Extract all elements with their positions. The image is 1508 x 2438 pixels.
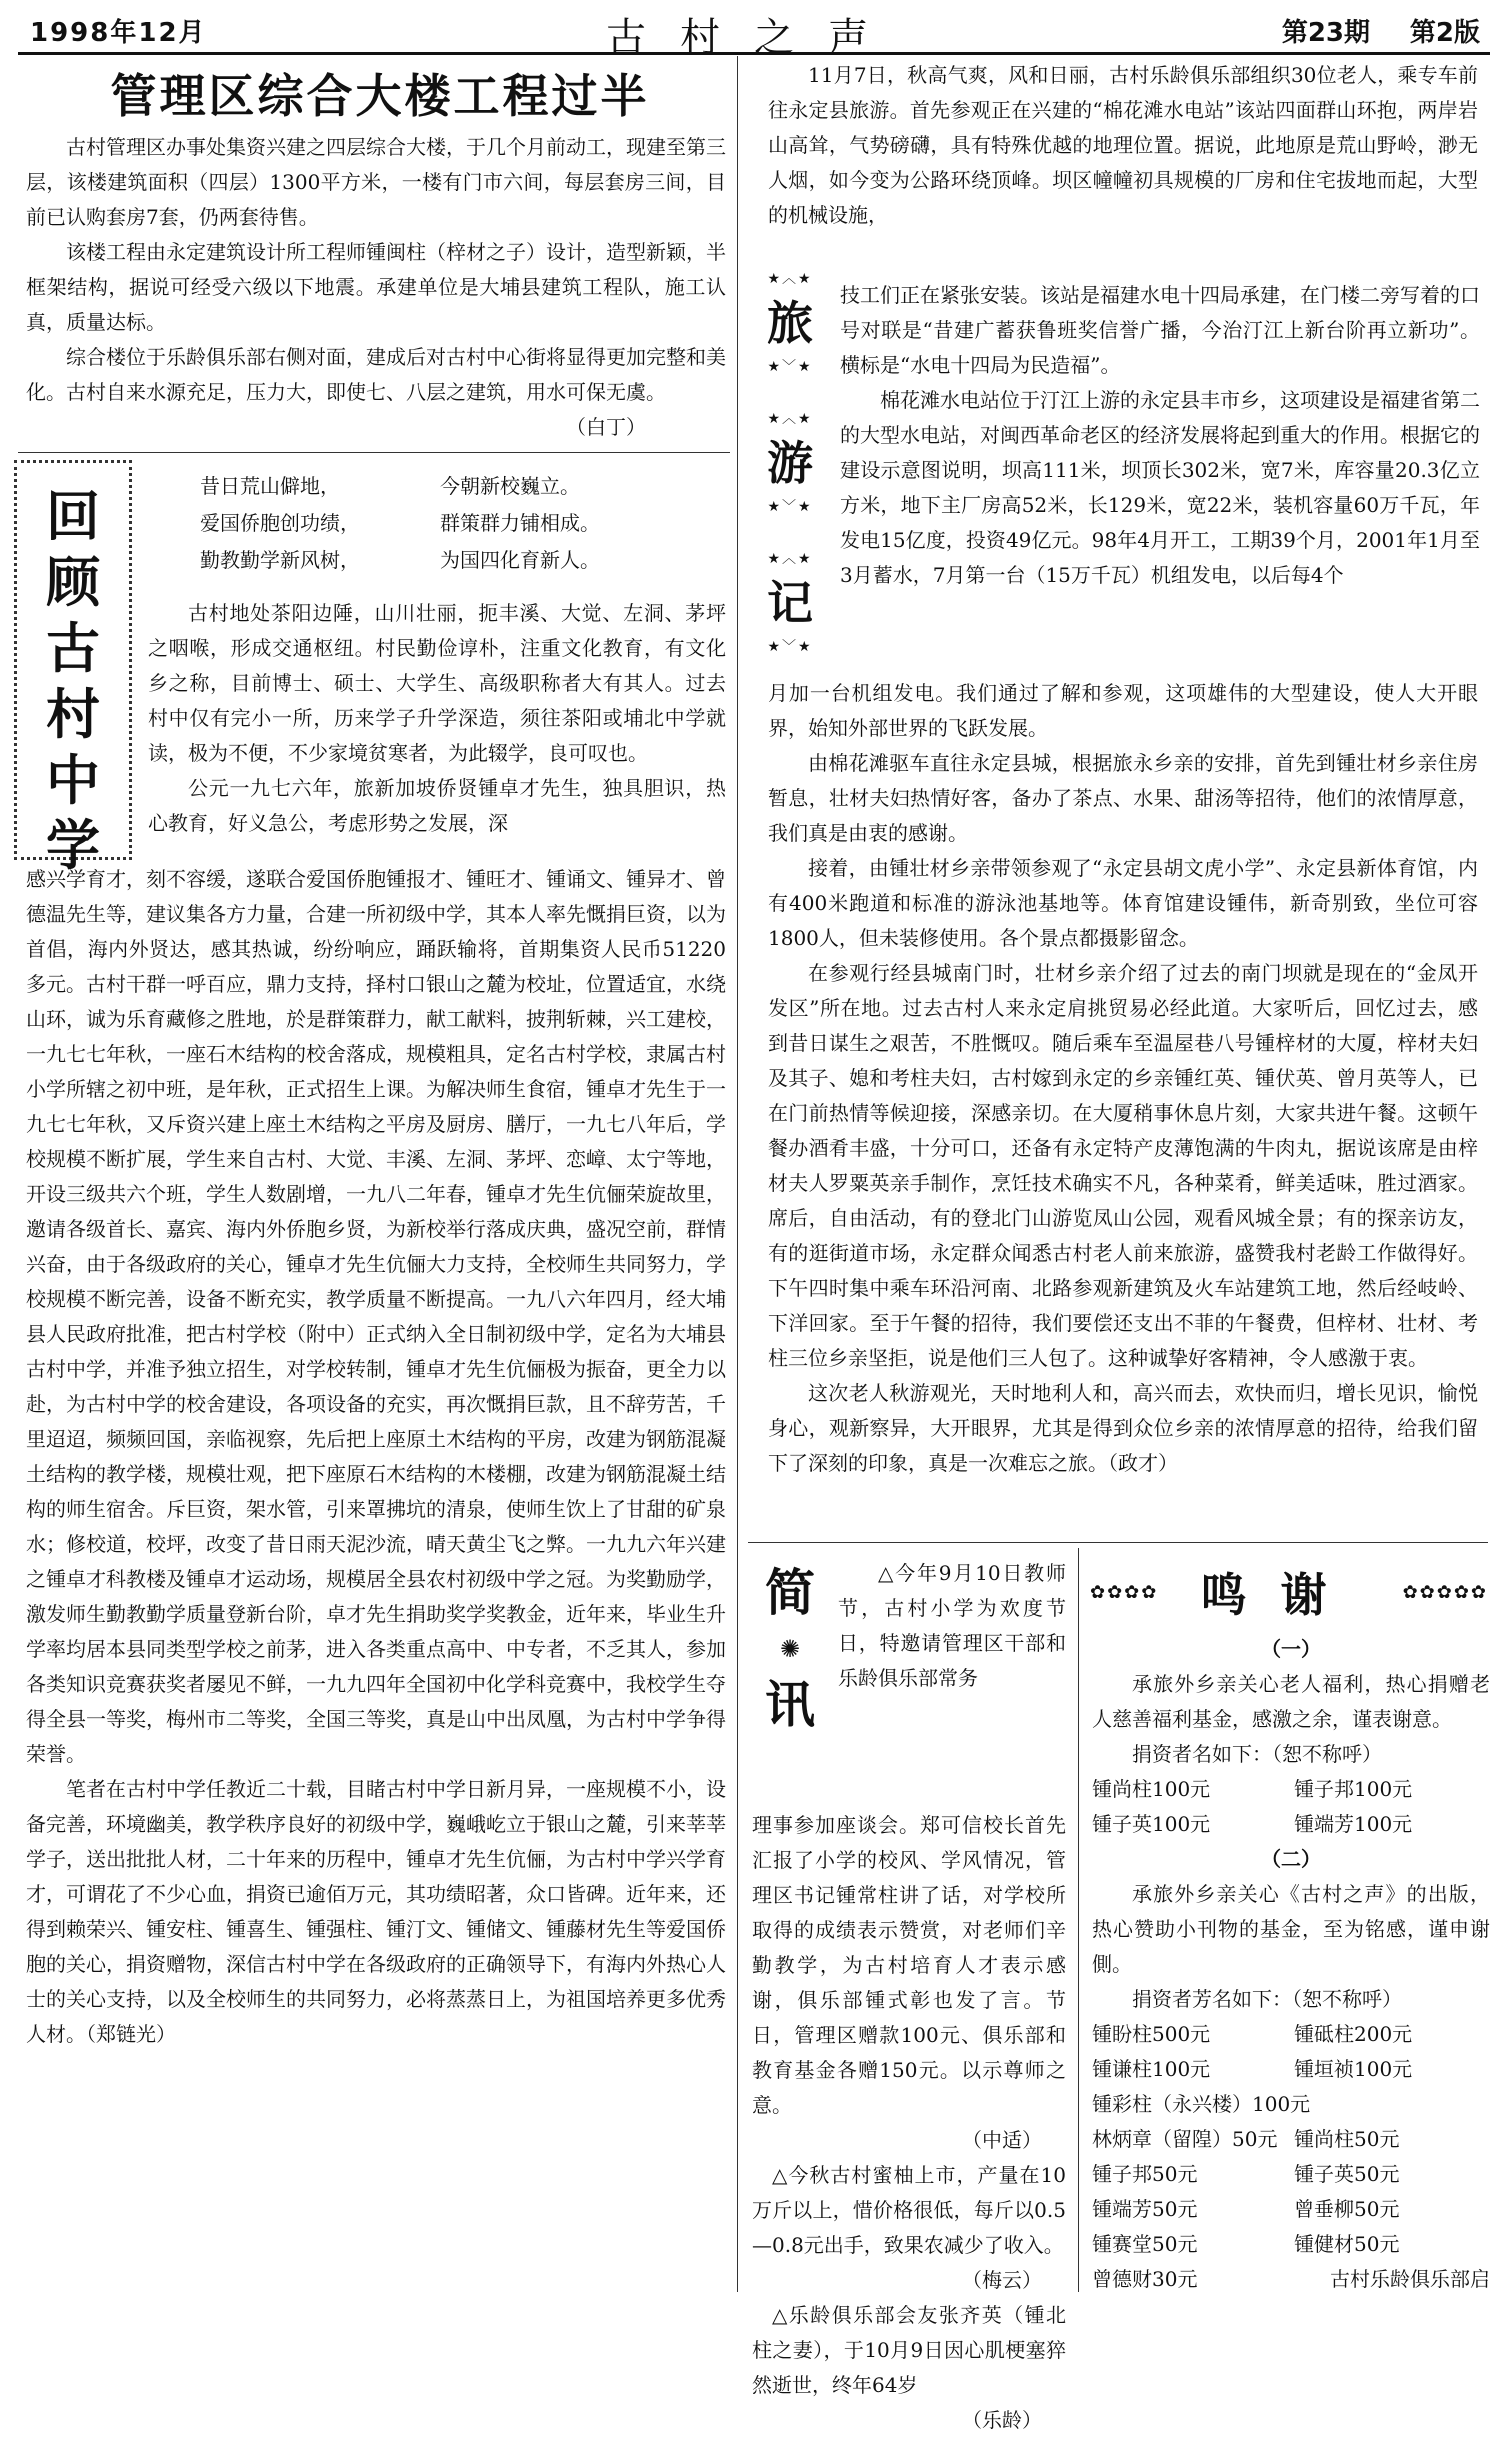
- flower-ornament-icon: ✿✿✿✿✿: [1402, 1581, 1488, 1603]
- donor: 锺子英50元: [1294, 2162, 1400, 2186]
- donor: 曾德财30元: [1092, 2267, 1198, 2291]
- donor: 锺端芳100元: [1294, 1812, 1413, 1836]
- author: （政才）: [1108, 1451, 1178, 1475]
- donor: 锺彩柱（永兴楼）100元: [1092, 2092, 1311, 2116]
- donor: 锺谦柱100元: [1092, 2057, 1211, 2081]
- article-building-body: [26, 130, 726, 445]
- paragraph: 11月7日，秋高气爽，风和日丽，古村乐龄俱乐部组织30位老人，乘专车前往永定县旅游。首先参观正在兴建的“棉花滩水电站”该站四面群山环抱，两岸岩山高耸，气势磅礴，具有特殊优越的地理位置。据说，此地原是荒山野岭，渺无人烟，如今变为公路环绕顶峰。坝区幢幢初具规模的厂房和住宅拔地而起，大型的机械设施，: [768, 63, 1478, 227]
- signer: 古村乐龄俱乐部启: [1330, 2267, 1490, 2291]
- section-divider: [748, 1542, 1488, 1543]
- poem-verse: 今朝新校巍立。: [440, 474, 580, 498]
- paragraph-text: 笔者在古村中学任教近二十载，目睹古村中学日新月异，一座规模不小，设备完善，环境幽美，教学秩序良好的初级中学，巍峨屹立于银山之麓，引来莘莘学子，送出批批人材，二十年来的历程中，锺卓才先生伉俪，为古村中学兴学育才，可谓花了不少心血，捐资已逾佰万元，其功绩昭著，众口皆碑。近年来，还得到赖荣兴、锺安柱、锺喜生、锺强柱、锺汀文、锺储文、锺藤材先生等爱国侨胞的关心，捐资赠物，深信古村中学在各级政府的正确领导下，有海内外热心人士的关心支持，以及全校师生的共同努力，必将蒸蒸日上，为祖国培养更多优秀人材。: [26, 1777, 726, 2046]
- donor: 锺砥柱200元: [1294, 2022, 1413, 2046]
- poem-verse: 群策群力铺相成。: [440, 511, 600, 535]
- poem-verse: 勤教勤学新风树，: [200, 548, 360, 572]
- section-label: （二）: [1261, 1847, 1321, 1871]
- travel-label: [752, 410, 828, 528]
- paragraph: 承旅外乡亲关心老人福利，热心捐赠老人慈善福利基金，感激之余，谨表谢意。: [1092, 1672, 1490, 1731]
- paragraph: 棉花滩水电站位于汀江上游的永定县丰市乡，这项建设是福建省第二的大型水电站，对闽西革命老区的经济发展将起到重大的作用。根据它的建设示意图说明，坝高111米，坝顶长302米，宽7米，库容量20.3亿立方米，地下主厂房高52米，长129米，宽22米，装机容量60万千瓦，年发电15亿度，投资49亿元。98年4月开工，工期39个月，2001年1月至3月蓄水，7月第一台（15万千瓦）机组发电，以后每4个: [840, 388, 1480, 587]
- paragraph: 该楼工程由永定建筑设计所工程师锺闽柱（梓材之子）设计，造型新颖，半框架结构，据说可经受六级以下地震。承建单位是大埔县建筑工程队，施工认真，质量达标。: [26, 240, 726, 334]
- author: （郑链光）: [86, 2022, 176, 2046]
- issue-number: 第23期: [1281, 18, 1370, 48]
- news-item: △乐龄俱乐部会友张齐英（锺北柱之妻），于10月9日因心肌梗塞猝然逝世，终年64岁: [752, 2303, 1066, 2397]
- issue-date: 1998年12月: [30, 18, 207, 48]
- paragraph: 接着，由锺壮材乡亲带领参观了“永定县胡文虎小学”、永定县新体育馆，内有400米跑道和标准的游泳池基地等。体育馆建设锺伟，新奇别致，坐位可容1800人，但未装修使用。各个景点都摄影留念。: [768, 856, 1478, 950]
- article-building-title: 管理区综合大楼工程过半: [110, 69, 650, 123]
- travel-body-top: [768, 58, 1478, 233]
- column-divider: [1078, 1548, 1079, 2292]
- brief-news-body-narrow: [838, 1556, 1066, 1696]
- ornament-icon: ✺: [779, 1635, 801, 1663]
- thanks-body: [1092, 1632, 1490, 2297]
- brief-news-body: [752, 1808, 1066, 2438]
- travel-heading: [752, 270, 828, 674]
- donor: 锺子邦100元: [1294, 1777, 1413, 1801]
- travel-label-char: 记: [767, 576, 813, 630]
- star-ornament: ★︿★: [767, 271, 813, 287]
- author: （梅云）: [962, 2268, 1042, 2292]
- article-school-title: 回顾古村中学: [46, 485, 100, 878]
- news-item: 理事参加座谈会。郑可信校长首先汇报了小学的校风、学风情况，管理区书记锺常柱讲了话，对学校所取得的成绩表示赞赏，对老师们辛勤教学，为古村培育人才表示感谢，俱乐部锺式彰也发了言。节日，管理区赠款100元、俱乐部和教育基金各赠150元。以示尊师之意。: [752, 1813, 1066, 2117]
- flower-ornament-icon: ✿✿✿✿: [1090, 1581, 1159, 1603]
- paragraph: 月加一台机组发电。我们通过了解和参观，这项雄伟的大型建设，使人大开眼界，始知外部世界的飞跃发展。: [768, 681, 1478, 740]
- author: （白丁）: [566, 415, 646, 439]
- donor: 曾垂柳50元: [1294, 2197, 1400, 2221]
- travel-label: [752, 270, 828, 388]
- article-school-heading-box: [14, 460, 132, 878]
- donor-list: [1092, 1772, 1490, 1842]
- paragraph: 感兴学育才，刻不容缓，遂联合爱国侨胞锺报才、锺旺才、锺诵文、锺异才、曾德温先生等，建议集各方力量，合建一所初级中学，其本人率先慨捐巨资，以为首倡，海内外贤达，感其热诚，纷纷响应，踊跃输将，首期集资人民币51220多元。古村干群一呼百应，鼎力支持，择村口银山之麓为校址，位置适宜，水绕山环，诚为乐育藏修之胜地，於是群策群力，献工献料，披荆斩棘，兴工建校，一九七七年秋，一座石木结构的校舍落成，规模粗具，定名古村学校，隶属古村小学所辖之初中班，是年秋，正式招生上课。为解决师生食宿，锺卓才先生于一九七七年秋，又斥资兴建上座土木结构之平房及厨房、膳厅，一九七八年后，学校规模不断扩展，学生来自古村、大觉、丰溪、左洞、茅坪、恋嶂、太宁等地，开设三级共六个班，学生人数剧增，一九八二年春，锺卓才先生伉俪荣旋故里，邀请各级首长、嘉宾、海内外侨胞乡贤，为新校举行落成庆典，盛况空前，群情兴奋，由于各级政府的关心，锺卓才先生伉俪大力支持，全校师生共同努力，学校规模不断完善，设备不断充实，教学质量不断提高。一九八六年四月，经大埔县人民政府批准，把古村学校（附中）正式纳入全日制初级中学，定名为大埔县古村中学，并准予独立招生，对学校转制，锺卓才先生伉俪极为振奋，更全力以赴，为古村中学的校舍建设，各项设备的充实，再次慨捐巨款，且不辞劳苦，千里迢迢，频频回国，亲临视察，先后把上座原土木结构的平房，改建为钢筋混凝土结构的教学楼，规模壮观，把下座原石木结构的木楼棚，改建为钢筋混凝土结构的师生宿舍。斥巨资，架水管，引来罩拂坑的清泉，使师生饮上了甘甜的矿泉水；修校道，校坪，改变了昔日雨天泥沙流，晴天黄尘飞之弊。一九九六年兴建之锺卓才科教楼及锺卓才运动场，规模居全县农村初级中学之冠。为奖勤励学，激发师生勤教勤学质量登新台阶，卓才先生捐助奖学奖教金，近年来，毕业生升学率均居本县同类型学校之前茅，进入各类重点高中、中专者，不乏其人，参加各类知识竞赛获奖者屡见不鲜，一九九四年全国初中化学科竞赛中，我校学生夺得全县一等奖，梅州市二等奖，全国三等奖，真是山中出凤凰，为古村中学争得荣誉。: [26, 867, 726, 1766]
- poem-line: [200, 505, 720, 542]
- paragraph: [768, 1376, 1478, 1481]
- donor-heading: 捐资者名如下：（恕不称呼）: [1132, 1742, 1382, 1766]
- masthead: [18, 6, 1490, 61]
- brief-label-char: 简: [765, 1564, 815, 1622]
- poem-line: [200, 542, 720, 579]
- paragraph: 技工们正在紧张安装。该站是福建水电十四局承建，在门楼二旁写着的口号对联是“昔建广蓄获鲁班奖信誉广播，今治汀江上新台阶再立新功”。横标是“水电十四局为民造福”。: [840, 283, 1480, 377]
- star-ornament: ★﹀★: [767, 359, 813, 375]
- paragraph: 公元一九七六年，旅新加坡侨贤锺卓才先生，独具胆识，热心教育，好义急公，考虑形势之发展，深: [148, 776, 726, 835]
- star-ornament: ★︿★: [767, 411, 813, 427]
- donor: 锺健材50元: [1294, 2232, 1400, 2256]
- brief-news-heading: [752, 1552, 828, 1784]
- donor: 锺垣祯100元: [1294, 2057, 1413, 2081]
- donor: 锺子邦50元: [1092, 2162, 1198, 2186]
- donor: 锺端芳50元: [1092, 2197, 1198, 2221]
- article-school-body: [26, 862, 726, 2052]
- thanks-heading: [1090, 1562, 1488, 1622]
- paragraph: 承旅外乡亲关心《古村之声》的出版，热心赞助小刊物的基金，至为铭感，谨申谢側。: [1092, 1882, 1490, 1976]
- author: （中适）: [962, 2128, 1042, 2152]
- section-label: （一）: [1261, 1637, 1321, 1661]
- travel-label-char: 旅: [767, 296, 813, 350]
- paragraph: 古村地处茶阳边陲，山川壮丽，扼丰溪、大觉、左洞、茅坪之咽喉，形成交通枢纽。村民勤俭谆朴，注重文化教育，有文化乡之称，目前博士、硕士、大学生、高级职称者大有其人。过去村中仅有完小一所，历来学子升学深造，须往茶阳或埔北中学就读，极为不便，不少家境贫寒者，为此辍学，良可叹也。: [148, 601, 726, 765]
- travel-label: [752, 550, 828, 668]
- donor: 锺尚柱100元: [1092, 1777, 1211, 1801]
- poem-verse: 昔日荒山僻地，: [200, 474, 340, 498]
- poem: [200, 468, 720, 579]
- news-item: △今年9月10日教师节，古村小学为欢度节日，特邀请管理区干部和乐龄俱乐部常务: [838, 1561, 1066, 1690]
- travel-label-char: 游: [767, 436, 813, 490]
- star-ornament: ★︿★: [767, 551, 813, 567]
- section-divider: [18, 452, 730, 453]
- newspaper-name: 古村之声: [606, 15, 902, 61]
- star-ornament: ★﹀★: [767, 639, 813, 655]
- news-item: △今秋古村蜜柚上市，产量在10万斤以上，惜价格很低，每斤以0.5—0.8元出手，致果农减少了收入。: [752, 2163, 1066, 2257]
- brief-label-char: 讯: [765, 1676, 815, 1734]
- donor-list: [1092, 2017, 1490, 2297]
- column-divider: [737, 56, 738, 2292]
- poem-line: [200, 468, 720, 505]
- author: （乐龄）: [962, 2408, 1042, 2432]
- paragraph: 古村管理区办事处集资兴建之四层综合大楼，于几个月前动工，现建至第三层，该楼建筑面积（四层）1300平方米，一楼有门市六间，每层套房三间，目前已认购套房7套，仍两套待售。: [26, 135, 726, 229]
- travel-body-narrow: [840, 278, 1480, 593]
- donor: 林炳章（留隍）50元: [1092, 2127, 1278, 2151]
- paragraph: 综合楼位于乐龄俱乐部右侧对面，建成后对古村中心街将显得更加完整和美化。古村自来水源充足，压力大，即使七、八层之建筑，用水可保无虞。: [26, 345, 726, 404]
- paragraph-text: 这次老人秋游观光，天时地利人和，高兴而去，欢快而归，增长见识，愉悦身心，观新察异，大开眼界，尤其是得到众位乡亲的浓情厚意的招待，给我们留下了深刻的印象，真是一次难忘之旅。: [768, 1381, 1478, 1475]
- page-number: 第2版: [1409, 18, 1480, 48]
- donor: 锺赛堂50元: [1092, 2232, 1198, 2256]
- thanks-title: 鸣谢: [1200, 1568, 1361, 1622]
- paragraph: 由棉花滩驱车直往永定县城，根据旅永乡亲的安排，首先到锺壮材乡亲住房暂息，壮材夫妇热情好客，备办了茶点、水果、甜汤等招待，他们的浓情厚意，我们真是由衷的感谢。: [768, 751, 1478, 845]
- star-ornament: ★﹀★: [767, 499, 813, 515]
- paragraph: 在参观行经县城南门时，壮材乡亲介绍了过去的南门坝就是现在的“金凤开发区”所在地。过去古村人来永定肩挑贸易必经此道。大家听后，回忆过去，感到昔日谋生之艰苦，不胜慨叹。随后乘车至温屋巷八号锺梓材的大厦，梓材夫妇及其子、媳和考柱夫妇，古村嫁到永定的乡亲锺红英、锺伏英、曾月英等人，已在门前热情等候迎接，深感亲切。在大厦稍事休息片刻，大家共进午餐。这顿午餐办酒肴丰盛，十分可口，还备有永定特产皮薄饱满的牛肉丸，据说该席是由梓材夫人罗粟英亲手制作，烹饪技术确实不凡，各种菜肴，鲜美适味，胜过酒家。席后，自由活动，有的登北门山游览凤山公园，观看风城全景；有的探亲访友，有的逛街道市场，永定群众闻悉古村老人前来旅游，盛赞我村老龄工作做得好。下午四时集中乘车环沿河南、北路参观新建筑及火车站建筑工地，然后经岐岭、下洋回家。至于午餐的招待，我们要偿还支出不菲的午餐费，但梓材、壮材、考柱三位乡亲坚拒，说是他们三人包了。这种诚挚好客精神，令人感激于衷。: [768, 961, 1478, 1370]
- donor: 锺尚柱50元: [1294, 2127, 1400, 2151]
- donor: 锺子英100元: [1092, 1812, 1211, 1836]
- donor-heading: 捐资者芳名如下：（恕不称呼）: [1132, 1987, 1402, 2011]
- article-school-body-narrow: [148, 596, 726, 841]
- poem-verse: 为国四化育新人。: [440, 548, 600, 572]
- paragraph: [26, 1772, 726, 2052]
- travel-body: [768, 676, 1478, 1481]
- poem-verse: 爱国侨胞创功绩，: [200, 511, 360, 535]
- donor: 锺盼柱500元: [1092, 2022, 1211, 2046]
- masthead-rule: [18, 52, 1490, 55]
